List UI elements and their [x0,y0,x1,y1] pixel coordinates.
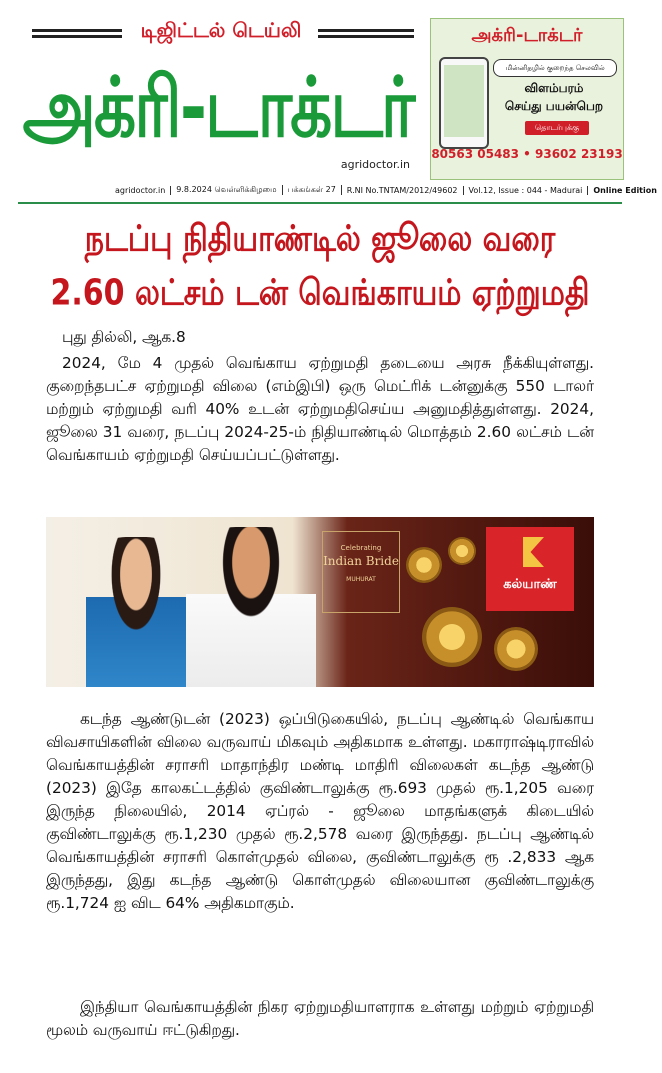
info-date: 9.8.2024 வெள்ளிக்கிழமை [171,185,282,195]
celebrate-badge [322,531,400,613]
masthead [18,12,418,180]
article-paragraph-1: 2024, மே 4 முதல் வெங்காய ஏற்றுமதி தடையை அரசு நீக்கியுள்ளது. குறைந்தபட்ச ஏற்றுமதி விலை (எம்இபி) ஒரு மெட்ரிக் டன்னுக்கு 550 டாலர் மற்றும் ஏற்றுமதி வரி 40% உடன் ஏற்றுமதிசெய்ய அனுமதித்துள்ளது. 2024, ஜூலை 31 வரை, நடப்பு 2024-25-ம் நிதியாண்டில் மொத்தம் 2.60 லட்சம் டன் வெங்காயம் ஏற்றுமதி செய்யப்பட்டுள்ளது. [46,354,594,464]
ad-line-2: விளம்பரம் [524,81,584,95]
celebrate-text-1: Celebrating [340,544,382,552]
ad-brand: அக்ரி-டாக்டர் [471,25,583,46]
ad-contact-label: தொடர்புக்கு [525,121,589,135]
jewel-icon [406,547,442,583]
issue-info-bar [110,183,657,197]
rule [318,29,414,32]
headline-line-1: நடப்பு நிதியாண்டில் ஜூலை வரை [84,218,556,260]
info-rni: R.NI No.TNTAM/2012/49602 [342,186,464,195]
rule [318,35,414,38]
phone-icon [439,57,489,149]
celebrate-text-2: Indian Bride [323,554,399,568]
ad-line-3: செய்து பயன்பெற [504,99,604,113]
brand-logo: அக்ரி-டாக்டர் [22,59,414,156]
groom-figure [186,527,316,687]
info-site: agridoctor.in [110,186,171,195]
kalyan-logo [486,527,574,611]
article-paragraph-3: இந்தியா வெங்காயத்தின் நிகர ஏற்றுமதியாளராக உள்ளது மற்றும் ஏற்றுமதி மூலம் வருவாய் ஈட்டுகிறது. [46,998,594,1039]
info-pages: பக்கங்கள் 27 [283,185,342,195]
site-url[interactable]: agridoctor.in [340,158,410,171]
jewel-icon [448,537,476,565]
rule [32,29,122,32]
article-paragraph-2: கடந்த ஆண்டுடன் (2023) ஒப்பிடுகையில், நடப்பு ஆண்டில் வெங்காய விவசாயிகளின் விலை வருவாய் மிகவும் அதிகமாக உள்ளது. மகாராஷ்டிராவில் வெங்காயத்தின் சராசரி மாதாந்திர மண்டி மாதிரி விலைகள் கடந்த ஆண்டு (2023) இதே காலகட்டத்தில் குவிண்டாலுக்கு ரூ.693 முதல் ரூ.1,205 வரை இருந்த நிலையில், 2014 ஏப்ரல் - ஜூலை மாதங்களுக் கிடையில் குவிண்டாலுக்கு ரூ.1,230 முதல் ரூ.2,578 வரை இருந்தது. நடப்பு ஆண்டில் வெங்காயத்தின் சராசரி கொள்முதல் விலை, குவிண்டாலுக்கு ரூ .2,833 ஆக இருந்தது, இது கடந்த ஆண்டு கொள்முதல் விலையான குவிண்டாலுக்கு ரூ.1,724 ஐ விட 64% அதிகமாகும். [46,710,594,912]
advertisement-box[interactable] [430,18,624,180]
ad-line-1: மின்னிதழில் குறைந்த செலவில் [493,59,617,77]
headline-line-2: 2.60 லட்சம் டன் வெங்காயம் ஏற்றுமதி [50,272,590,314]
tagline: டிஜிட்டல் டெய்லி [140,18,302,42]
info-edition: Online Edition [593,185,657,195]
bride-figure [86,537,186,687]
divider [18,202,622,204]
celebrate-text-3: MUHURAT [346,576,376,583]
rule [32,35,122,38]
jewellery-advertisement[interactable] [46,517,594,687]
dateline: புது தில்லி, ஆக.8 [62,328,186,346]
jewel-icon [494,627,538,671]
info-volume: Vol.12, Issue : 044 - Madurai [464,186,589,195]
jewel-icon [422,607,482,667]
kalyan-brand-text: கல்யாண் [503,577,557,592]
k-logo-icon [514,537,544,567]
ad-phone-numbers: 80563 05483 • 93602 23193 [431,147,623,161]
tagline-row [18,18,418,46]
